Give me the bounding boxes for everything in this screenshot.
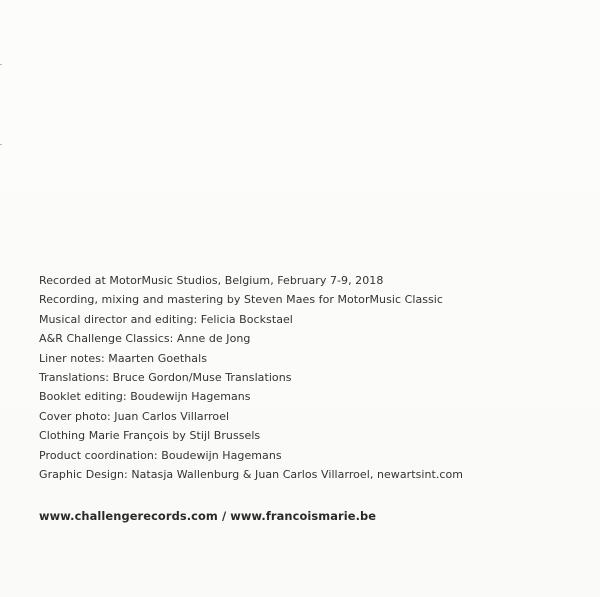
credit-graphic-design: Graphic Design: Natasja Wallenburg & Juan Carlos Villarroel, newartsint.com [39,468,464,482]
credit-product-coordination: Product coordination: Boudewijn Hagemans [39,448,282,462]
credit-recording-location: Recorded at MotorMusic Studios, Belgium, February 7-9, 2018 [39,274,384,287]
credits-list [39,271,463,484]
page-edge-mark [0,144,2,145]
credit-a-and-r: A&R Challenge Classics: Anne de Jong [39,332,251,346]
credit-musical-director: Musical director and editing: Felicia Bockstael [39,312,293,326]
credit-translations: Translations: Bruce Gordon/Muse Translations [39,371,292,385]
credit-recording-mixing: Recording, mixing and mastering by Steven Maes for MotorMusic Classic [39,293,444,307]
credit-booklet-editing: Booklet editing: Boudewijn Hagemans [39,390,251,404]
credit-clothing: Clothing Marie François by Stijl Brussels [39,429,261,443]
credit-cover-photo: Cover photo: Juan Carlos Villarroel [39,409,230,423]
website-links: www.challengerecords.com / www.francoismarie.be [39,509,377,523]
credit-liner-notes: Liner notes: Maarten Goethals [39,351,207,365]
page-edge-mark [0,64,2,65]
